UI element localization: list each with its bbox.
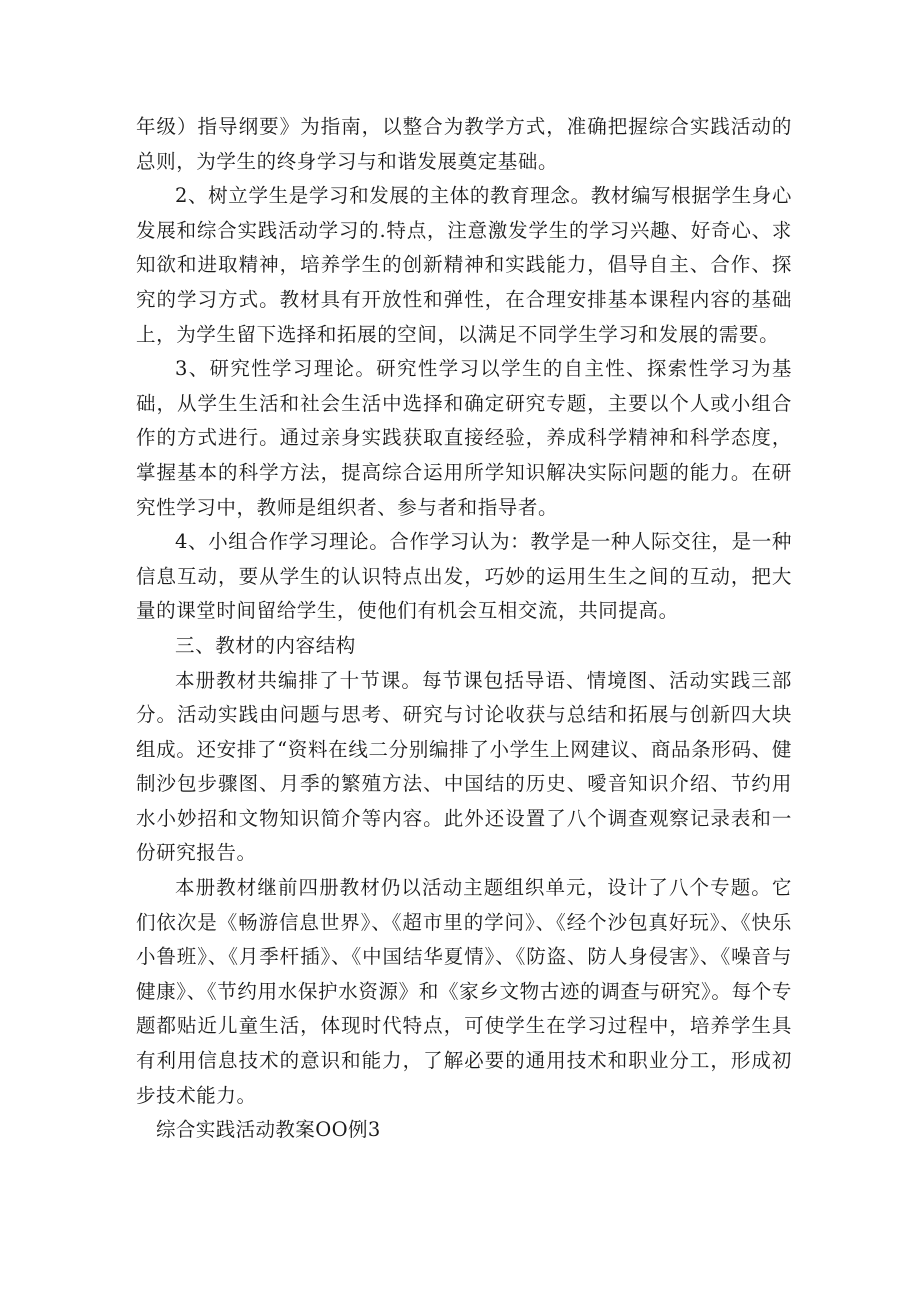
paragraph-group-cooperation: 4、小组合作学习理论。合作学习认为：教学是一种人际交往，是一种信息互动，要从学生的认识特点出发，巧妙的运用生生之间的互动，把大量的课堂时间留给学生，使他们有机会互相交流，共同提高。 <box>136 530 792 623</box>
paragraph-research-learning: 3、研究性学习理论。研究性学习以学生的自主性、探索性学习为基础，从学生生活和社会生活中选择和确定研究专题，主要以个人或小组合作的方式进行。通过亲身实践获取直接经验，养成科学精神和科学态度，掌握基本的科学方法，提高综合运用所学知识解决实际问题的能力。在研究性学习中，教师是组织者、参与者和指导者。 <box>136 357 792 519</box>
next-document-title: 综合实践活动教案OO例3 <box>156 1118 381 1142</box>
paragraph-student-subject: 2、树立学生是学习和发展的主体的教育理念。教材编写根据学生身心发展和综合实践活动学习的.特点，注意激发学生的学习兴趣、好奇心、求知欲和进取精神，培养学生的创新精神和实践能力，倡导自主、合作、探究的学习方式。教材具有开放性和弹性，在合理安排基本课程内容的基础上，为学生留下选择和拓展的空间，以满足不同学生学习和发展的需要。 <box>136 184 792 346</box>
document-body <box>136 110 792 1148</box>
section-heading: 三、教材的内容结构 <box>175 633 356 657</box>
paragraph-content-structure: 本册教材共编排了十节课。每节课包括导语、情境图、活动实践三部分。活动实践由问题与思考、研究与讨论收获与总结和拓展与创新四大块组成。还安排了“资料在线二分别编排了小学生上网建议、商品条形码、健制沙包步骤图、月季的繁殖方法、中国结的历史、噯音知识介绍、节约用水小妙招和文物知识简介等内容。此外还设置了八个调查观察记录表和一份研究报告。 <box>136 668 792 865</box>
paragraph-continuation: 年级）指导纲要》为指南，以整合为教学方式，准确把握综合实践活动的总则，为学生的终身学习与和谐发展奠定基础。 <box>136 115 792 173</box>
paragraph-topics: 本册教材继前四册教材仍以活动主题组织单元，设计了八个专题。它们依次是《畅游信息世界》、《超市里的学问》、《经个沙包真好玩》、《快乐小鲁班》、《月季杆插》、《中国结华夏情》、《防盗、防人身侵害》、《噪音与健康》、《节约用水保护水资源》和《家乡文物古迹的调查与研究》。每个专题都贴近儿童生活，体现时代特点，可使学生在学习过程中，培养学生具有利用信息技术的意识和能力，了解必要的通用技术和职业分工，形成初步技术能力。 <box>136 876 792 1107</box>
